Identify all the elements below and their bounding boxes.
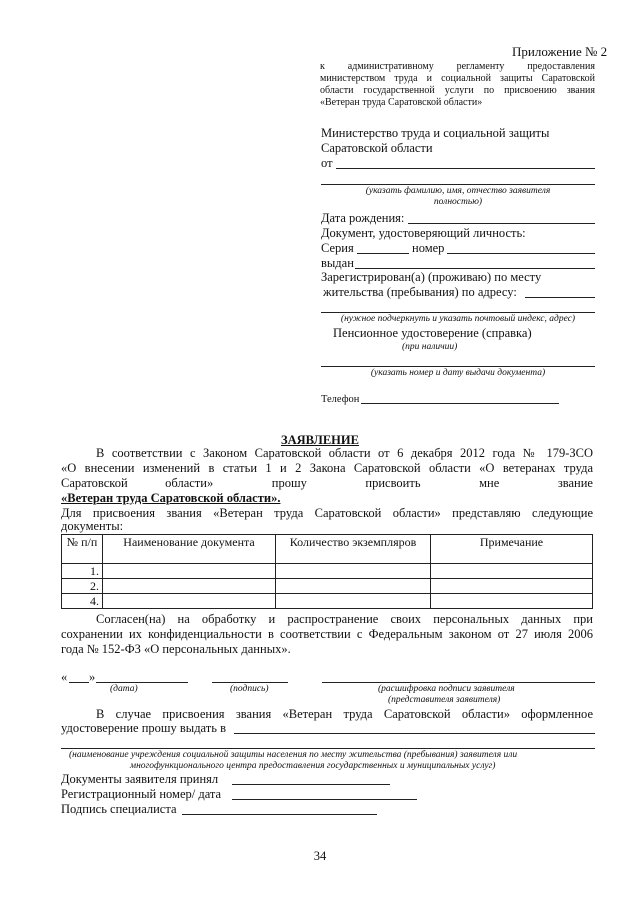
header-note: Примечание (431, 535, 593, 564)
specialist-field[interactable] (182, 814, 377, 815)
registered-line-1: Зарегистрирован(а) (проживаю) по месту (321, 270, 542, 284)
issue-hint-2: многофункционального центра предоставления государственных и муниципальных услуг) (130, 761, 496, 771)
issue-field[interactable] (234, 733, 595, 734)
statement-p1-l3 (61, 476, 593, 491)
row-count-cell[interactable] (276, 564, 431, 579)
row-note-cell[interactable] (431, 594, 593, 609)
birth-label: Дата рождения: (321, 211, 405, 225)
row-name-cell[interactable] (103, 564, 276, 579)
word-oblasti: области» (165, 476, 214, 490)
consent-l2: сохранении их конфиденциальности в соответствии с Федеральным законом от 27 июля 2006 (61, 627, 593, 641)
documents-table (61, 534, 593, 609)
sign-field[interactable] (212, 682, 288, 683)
consent-l1: Согласен(на) на обработку и распространение своих персональных данных при (96, 612, 593, 626)
page-number: 34 (313, 849, 327, 863)
day-field[interactable] (69, 682, 89, 683)
issued-label: выдан (321, 256, 354, 270)
pension-label: Пенсионное удостоверение (справка) (333, 326, 532, 340)
issue-field-2[interactable] (61, 748, 595, 749)
statement-p2-l1: Для присвоения звания «Ветеран труда Саратовской области» представляю следующие (61, 506, 593, 520)
statement-p1-l2: «О внесении изменений в статьи 1 и 2 Закона Саратовской области «О ветеранах труда (61, 461, 593, 475)
hint-name-2: полностью) (433, 197, 483, 207)
quote-close: » (89, 670, 96, 684)
word-zvanie: звание (557, 476, 593, 490)
word-prisvoit: присвоить (365, 476, 421, 490)
reg-label: Регистрационный номер/ дата (61, 787, 222, 801)
address-field-2[interactable] (321, 312, 595, 313)
decode-hint-2: (представителя заявителя) (388, 695, 501, 705)
accepted-label: Документы заявителя принял (61, 772, 219, 786)
row-count-cell[interactable] (276, 579, 431, 594)
word-mne: мне (479, 476, 500, 490)
appendix-line-4: «Ветеран труда Саратовской области» (320, 97, 483, 108)
table-row (62, 579, 593, 594)
issue-l1: В случае присвоения звания «Ветеран труда Саратовской области» оформленное (96, 707, 593, 721)
consent-l3: года № 152-ФЗ «О персональных данных». (61, 642, 291, 656)
series-label: Серия (321, 241, 354, 255)
number-label: номер (412, 241, 445, 255)
number-field[interactable] (447, 253, 595, 254)
phone-label: Телефон (321, 394, 360, 405)
decode-hint-1: (расшифровка подписи заявителя (378, 684, 515, 694)
statement-p1-l1: В соответствии с Законом Саратовской области от 6 декабря 2012 года № 179-ЗСО (96, 446, 593, 460)
id-doc-label: Документ, удостоверяющий личность: (321, 226, 526, 240)
reg-field[interactable] (232, 799, 417, 800)
from-field[interactable] (336, 168, 595, 169)
issue-l2: удостоверение прошу выдать в (61, 721, 226, 735)
word-saratov: Саратовской (61, 476, 128, 490)
specialist-label: Подпись специалиста (61, 802, 177, 816)
table-row (62, 564, 593, 579)
row-name-cell[interactable] (103, 594, 276, 609)
header-count: Количество экземпляров (276, 535, 431, 564)
appendix-line-2: министерством труда и социальной защиты Саратовской (320, 73, 595, 84)
hint-number: (указать номер и дату выдачи документа) (370, 368, 546, 378)
header-number: № п/п (62, 535, 103, 564)
statement-title-veteran: «Ветеран труда Саратовской области». (61, 491, 281, 505)
statement-title: ЗАЯВЛЕНИЕ (281, 433, 359, 447)
pension-field[interactable] (321, 366, 595, 367)
name-field[interactable] (321, 184, 595, 185)
sign-hint: (подпись) (230, 684, 269, 694)
hint-pension: (при наличии) (402, 342, 458, 352)
birth-field[interactable] (408, 223, 595, 224)
row-name-cell[interactable] (103, 579, 276, 594)
addressee-line-2: Саратовской области (321, 141, 433, 155)
issue-hint-1: (наименование учреждения социальной защиты населения по месту жительства (пребывания) заявителя или (69, 750, 518, 760)
from-label: от (321, 156, 333, 170)
phone-field[interactable] (361, 403, 559, 404)
decode-field[interactable] (322, 682, 595, 683)
accepted-field[interactable] (232, 784, 390, 785)
row-number: 1. (62, 564, 103, 579)
addressee-line-1: Министерство труда и социальной защиты (321, 126, 550, 140)
appendix-line-1: к административному регламенту предоставления (320, 61, 595, 72)
registered-line-2: жительства (пребывания) по адресу: (323, 285, 517, 299)
row-count-cell[interactable] (276, 594, 431, 609)
word-proshu: прошу (271, 476, 307, 490)
table-header-row (62, 535, 593, 564)
row-number: 4. (62, 594, 103, 609)
issued-field[interactable] (355, 268, 595, 269)
hint-name-1: (указать фамилию, имя, отчество заявителя (365, 186, 551, 196)
hint-address: (нужное подчеркнуть и указать почтовый индекс, адрес) (340, 314, 576, 324)
appendix-line-3: области государственной услуги по присвоению звания (320, 85, 595, 96)
statement-p2-l2: документы: (61, 519, 124, 533)
appendix-title: Приложение № 2 (512, 44, 608, 59)
row-note-cell[interactable] (431, 579, 593, 594)
address-field[interactable] (525, 297, 595, 298)
row-number: 2. (62, 579, 103, 594)
table-row (62, 594, 593, 609)
date-field[interactable] (96, 682, 188, 683)
quote-open: « (61, 670, 68, 684)
series-field[interactable] (357, 253, 409, 254)
header-name: Наименование документа (103, 535, 276, 564)
row-note-cell[interactable] (431, 564, 593, 579)
date-hint: (дата) (110, 684, 138, 694)
